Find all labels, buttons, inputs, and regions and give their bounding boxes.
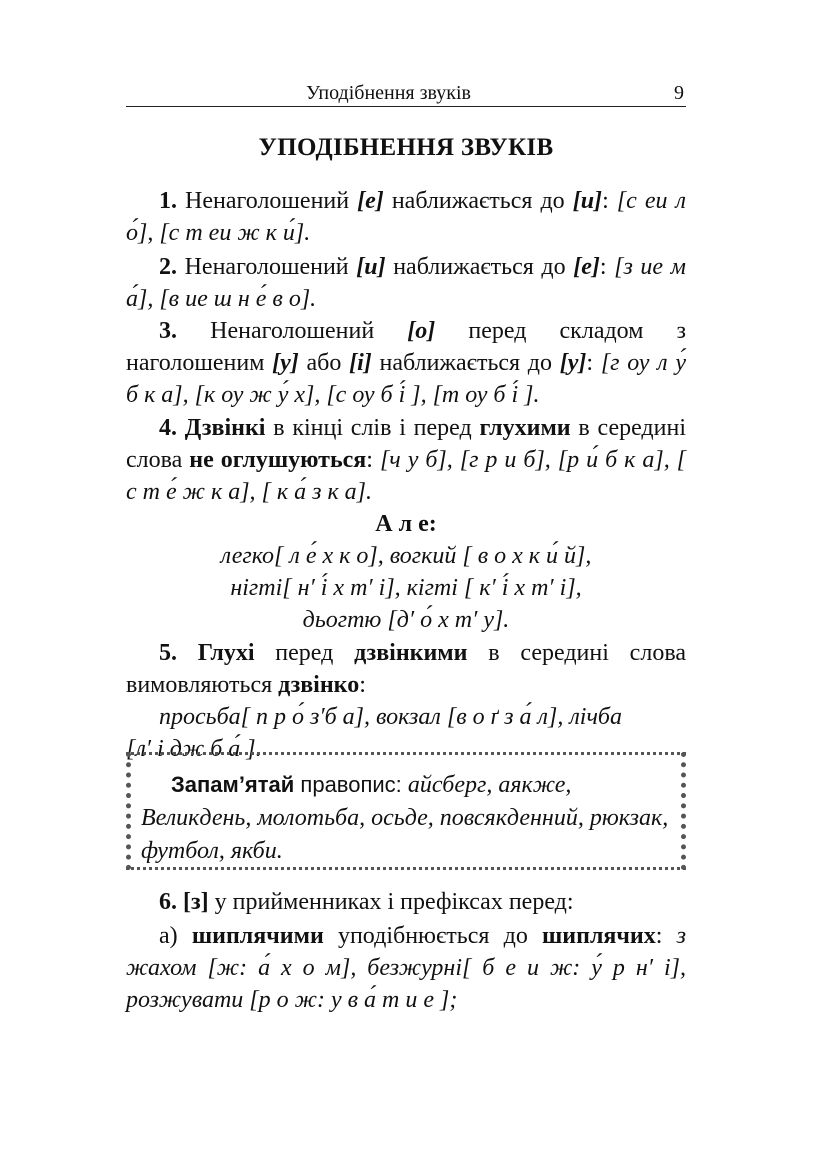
- sub-item-label: а): [159, 923, 192, 949]
- remember-text: [141, 768, 671, 868]
- sound-symbol: [е]: [357, 188, 384, 214]
- rule-item-6: [126, 886, 686, 918]
- rule-item-6a: [126, 920, 686, 1016]
- rule-text: :: [599, 254, 607, 280]
- rule-text: :: [602, 188, 609, 214]
- sound-symbol: [і]: [349, 350, 372, 376]
- rule-text: :: [359, 672, 366, 698]
- rule-term: Дзвінкі: [177, 415, 266, 441]
- item-5-examples-line-2: [л′ і дж б а́ ].: [126, 736, 262, 762]
- item-number: 5.: [159, 640, 177, 666]
- item-number: 1.: [159, 188, 177, 214]
- sound-symbol: [з]: [177, 889, 209, 915]
- rule-item-4: [126, 412, 686, 508]
- rule-term: глухими: [479, 415, 571, 441]
- item-number: 3.: [159, 318, 177, 344]
- running-title: Уподібнення звуків: [306, 82, 471, 104]
- item-number: 6.: [159, 889, 177, 915]
- sound-symbol: [у]: [559, 350, 587, 376]
- rule-text: в кінці слів і перед: [265, 415, 480, 441]
- sound-symbol: [и]: [356, 254, 386, 280]
- exception-line-2: нігті[ н′ і́ х т′ і], кігті [ к′ і́ х т′ і],: [230, 575, 582, 601]
- page-number: 9: [674, 82, 684, 104]
- rule-item-1: [126, 185, 686, 249]
- rule-text: наближається до: [385, 254, 574, 280]
- rule-text: уподібнюється до: [323, 923, 543, 949]
- book-page: [126, 0, 686, 1166]
- rule-text: або: [298, 350, 350, 376]
- rule-text: у прийменниках і префіксах перед:: [208, 889, 574, 915]
- rule-text: наближається до: [371, 350, 560, 376]
- rule-term: шиплячими: [191, 923, 324, 949]
- transcription-examples: [з ие м а́], [в ие ш н е́ в о].: [126, 254, 686, 312]
- rule-item-3: [126, 315, 686, 411]
- running-header: [126, 80, 686, 107]
- rule-text: перед: [254, 640, 355, 666]
- rule-term: шиплячих: [542, 923, 656, 949]
- transcription-examples: з жахом [ж: а́ х о м], безжурні[ б е и ж: у́ р н′ і], розжувати [р о ж: у в а́ т и е ];: [126, 923, 687, 1013]
- remember-label: Запам’ятай: [171, 772, 295, 797]
- but-label: А л е:: [375, 511, 437, 537]
- rule-text: Ненаголошений: [177, 318, 408, 344]
- section-title: УПОДІБНЕННЯ ЗВУКІВ: [258, 134, 554, 161]
- exception-line-3: дьогтю [д′ о́ х т′ у].: [302, 607, 510, 633]
- rule-text: в середині слова: [126, 415, 686, 473]
- rule-item-2: [126, 251, 686, 315]
- transcription-examples: [г оу л у́ б к а], [к оу ж у́ х], [с оу б і́ ], [т оу б і́ ].: [126, 350, 686, 408]
- item-number: 2.: [159, 254, 177, 280]
- rule-term: дзвінкими: [354, 640, 468, 666]
- item-number: 4.: [159, 415, 177, 441]
- rule-item-5: [126, 637, 686, 701]
- spelling-word-list: айсберг, аякже, Великдень, молотьба, осьде, повсякденний, рюкзак, футбол, якби.: [141, 772, 669, 864]
- rule-text: Ненаголошений: [177, 254, 357, 280]
- item-5-examples-line-1: просьба[ п р о́ з′б а], вокзал [в о ґ з а́ л], лічба: [159, 704, 622, 730]
- remember-intro: правопис:: [294, 772, 408, 797]
- sound-symbol: [и]: [572, 188, 603, 214]
- rule-text: наближається до: [383, 188, 573, 214]
- remember-box: [126, 752, 686, 870]
- rule-term: не оглушуються: [189, 447, 367, 473]
- exception-line-1: легко[ л е́ х к о], вогкий [ в о х к и́ й],: [220, 543, 592, 569]
- transcription-examples: [с еи л о́], [с т еи ж к и́].: [126, 188, 686, 246]
- transcription-examples: [ч у б], [г р и б], [р и́ б к а], [ с т е́ ж к а], [ к а́ з к а].: [126, 447, 687, 505]
- rule-text: Ненаголошений: [177, 188, 358, 214]
- rule-term: Глухі: [177, 640, 255, 666]
- sound-symbol: [о]: [407, 318, 436, 344]
- rule-text: перед складом з наголошеним: [126, 318, 686, 376]
- sound-symbol: [у]: [272, 350, 299, 376]
- rule-text: :: [586, 350, 601, 376]
- rule-text: :: [655, 923, 663, 949]
- rule-term: дзвінко: [278, 672, 360, 698]
- rule-text: в середині слова вимовляються: [126, 640, 686, 698]
- rule-text: :: [366, 447, 380, 473]
- sound-symbol: [е]: [573, 254, 600, 280]
